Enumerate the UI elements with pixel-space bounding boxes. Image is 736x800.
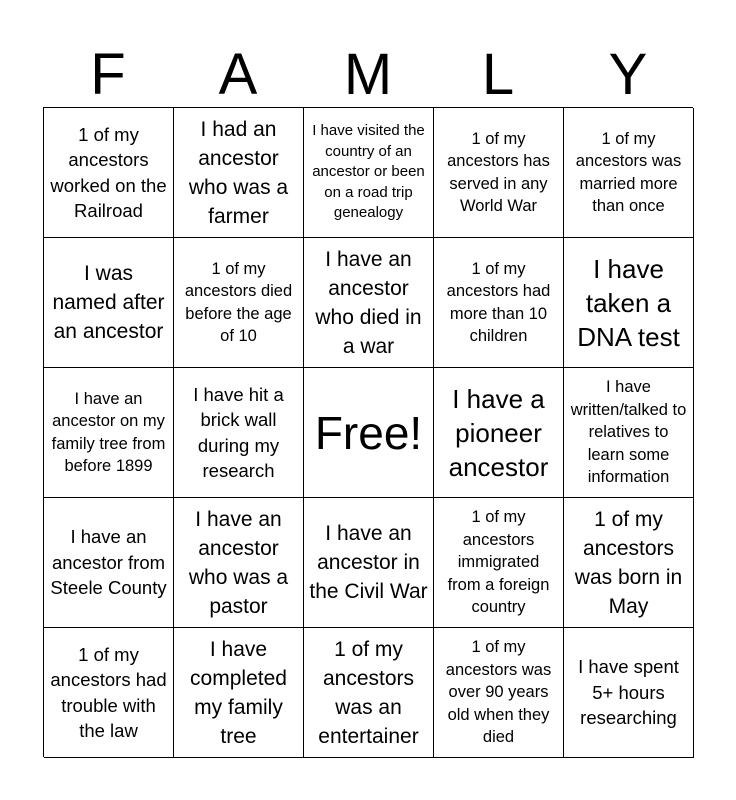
header-letter-l: L	[481, 42, 515, 107]
bingo-cell-text: I have an ancestor on my family tree from before 1899	[51, 389, 166, 475]
bingo-cell-r0-c3[interactable]	[434, 108, 564, 238]
bingo-cell-text: 1 of my ancestors immigrated from a foreign country	[447, 508, 550, 617]
bingo-cell-text: 1 of my ancestors was over 90 years old when they died	[445, 638, 552, 747]
bingo-cell-text: I was named after an ancestor	[52, 262, 165, 343]
bingo-cell-text: 1 of my ancestors had trouble with the law	[50, 643, 167, 741]
bingo-cell-r0-c1[interactable]	[174, 108, 304, 238]
bingo-cell-r1-c3[interactable]	[434, 238, 564, 368]
bingo-cell-text: I have hit a brick wall during my research	[193, 383, 284, 481]
bingo-cell-text: 1 of my ancestors was married more than once	[575, 129, 682, 215]
bingo-cell-text: I have an ancestor who died in a war	[315, 247, 422, 358]
bingo-board	[43, 107, 693, 757]
bingo-cell-r2-c4[interactable]	[564, 368, 694, 498]
bingo-cell-r0-c0[interactable]	[44, 108, 174, 238]
bingo-cell-text: 1 of my ancestors has served in any World War	[447, 129, 550, 215]
bingo-cell-r4-c3[interactable]	[434, 628, 564, 758]
bingo-cell-r1-c2[interactable]	[304, 238, 434, 368]
bingo-cell-r0-c4[interactable]	[564, 108, 694, 238]
bingo-cell-text: 1 of my ancestors was born in May	[574, 507, 683, 618]
bingo-cell-text: I have visited the country of an ancestor or been on a road trip genealogy	[312, 122, 425, 222]
bingo-cell-r4-c0[interactable]	[44, 628, 174, 758]
bingo-cell-text: 1 of my ancestors worked on the Railroad	[50, 123, 167, 221]
bingo-cell-text: I have a pioneer ancestor	[448, 383, 549, 482]
bingo-cell-r3-c1[interactable]	[174, 498, 304, 628]
bingo-cell-text: 1 of my ancestors had more than 10 children	[446, 259, 551, 345]
bingo-cell-r3-c0[interactable]	[44, 498, 174, 628]
bingo-cell-text: I have completed my family tree	[190, 637, 287, 748]
free-space-label: Free!	[314, 406, 423, 459]
header-letter-y: Y	[608, 42, 648, 107]
bingo-cell-text: 1 of my ancestors died before the age of 10	[184, 259, 293, 345]
header-letter-m: M	[343, 42, 393, 107]
bingo-cell-r2-c3[interactable]	[434, 368, 564, 498]
bingo-cell-text: I have written/talked to relatives to learn some information	[570, 378, 687, 487]
bingo-cell-text: I have an ancestor from Steele County	[50, 526, 167, 599]
bingo-cell-text: I have taken a DNA test	[577, 253, 680, 352]
bingo-cell-r4-c4[interactable]	[564, 628, 694, 758]
bingo-cell-r0-c2[interactable]	[304, 108, 434, 238]
bingo-cell-text: I have spent 5+ hours researching	[578, 656, 679, 729]
bingo-cell-r3-c2[interactable]	[304, 498, 434, 628]
bingo-cell-r2-c0[interactable]	[44, 368, 174, 498]
bingo-cell-text: I have an ancestor in the Civil War	[309, 522, 428, 603]
bingo-cell-r3-c4[interactable]	[564, 498, 694, 628]
header-letter-f: F	[90, 42, 126, 107]
bingo-cell-text: I had an ancestor who was a farmer	[188, 117, 289, 228]
bingo-header	[43, 44, 693, 106]
header-letter-a: A	[218, 42, 258, 107]
bingo-cell-r1-c4[interactable]	[564, 238, 694, 368]
bingo-cell-r1-c1[interactable]	[174, 238, 304, 368]
bingo-cell-r3-c3[interactable]	[434, 498, 564, 628]
bingo-cell-r1-c0[interactable]	[44, 238, 174, 368]
bingo-cell-r4-c2[interactable]	[304, 628, 434, 758]
free-space[interactable]	[304, 368, 434, 498]
bingo-cell-r4-c1[interactable]	[174, 628, 304, 758]
bingo-cell-text: 1 of my ancestors was an entertainer	[318, 637, 419, 748]
bingo-cell-text: I have an ancestor who was a pastor	[188, 507, 289, 618]
bingo-cell-r2-c1[interactable]	[174, 368, 304, 498]
